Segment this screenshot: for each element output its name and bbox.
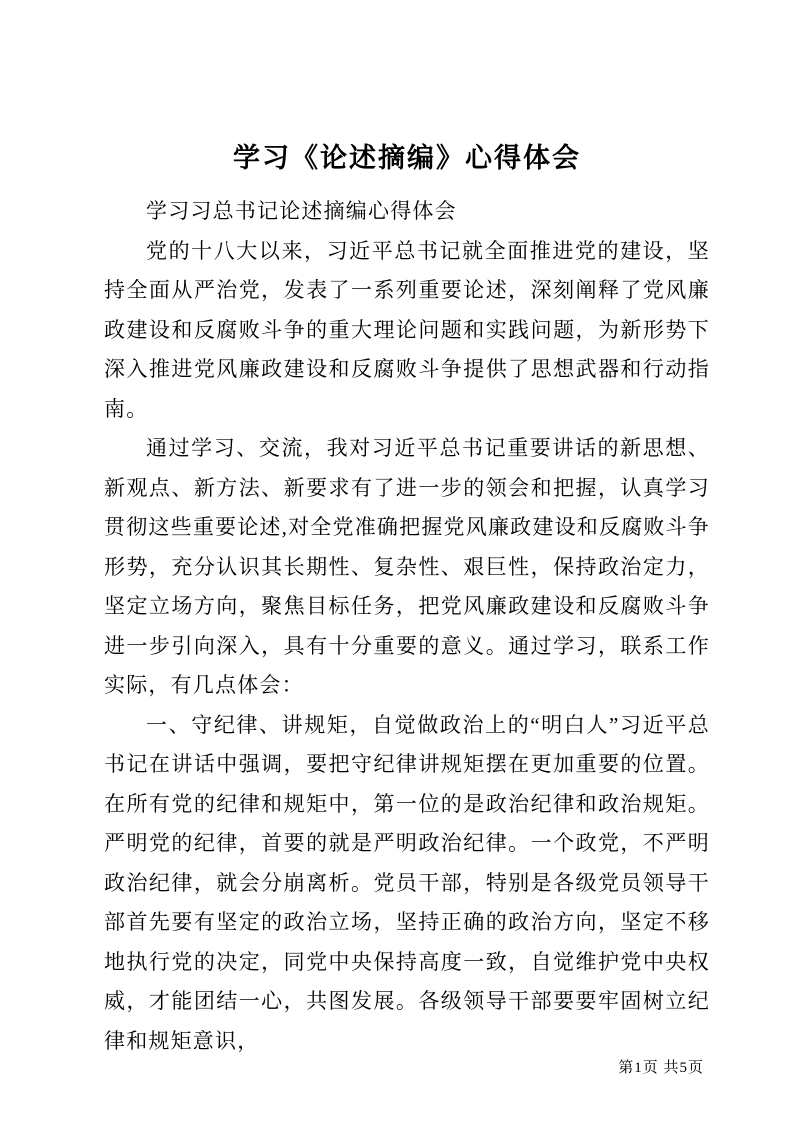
page-number: 第1页 共5页 — [618, 1060, 704, 1076]
paragraph-section-one: 一、守纪律、讲规矩，自觉做政治上的“明白人”习近平总书记在讲话中强调，要把守纪律讲规矩摆在更加重要的位置。在所有党的纪律和规矩中，第一位的是政治纪律和政治规矩。严明党的纪律，首要的就是严明政治纪律。一个政党，不严明政治纪律，就会分崩离析。党员干部，特别是各级党员领导干部首先要有坚定的政治立场，坚持正确的政治方向，坚定不移地执行党的决定，同党中央保持高度一致，自觉维护党中央权威，才能团结一心，共图发展。各级领导干部要要牢固树立纪律和规矩意识， — [104, 712, 710, 1053]
paragraph-body: 通过学习、交流，我对习近平总书记重要讲话的新思想、新观点、新方法、新要求有了进一步的领会和把握，认真学习贯彻这些重要论述,对全党准确把握党风廉政建设和反腐败斗争形势，充分认识其长期性、复杂性、艰巨性，保持政治定力，坚定立场方向，聚焦目标任务，把党风廉政建设和反腐败斗争进一步引向深入，具有十分重要的意义。通过学习，联系工作实际，有几点体会： — [104, 436, 710, 697]
paragraph-intro: 党的十八大以来，习近平总书记就全面推进党的建设，坚持全面从严治党，发表了一系列重要论述，深刻阐释了党风廉政建设和反腐败斗争的重大理论问题和实践问题，为新形势下深入推进党风廉政建设和反腐败斗争提供了思想武器和行动指南。 — [104, 238, 710, 421]
paragraph-subtitle: 学习习总书记论述摘编心得体会 — [146, 199, 457, 223]
document-title: 学习《论述摘编》心得体会 — [233, 143, 581, 173]
